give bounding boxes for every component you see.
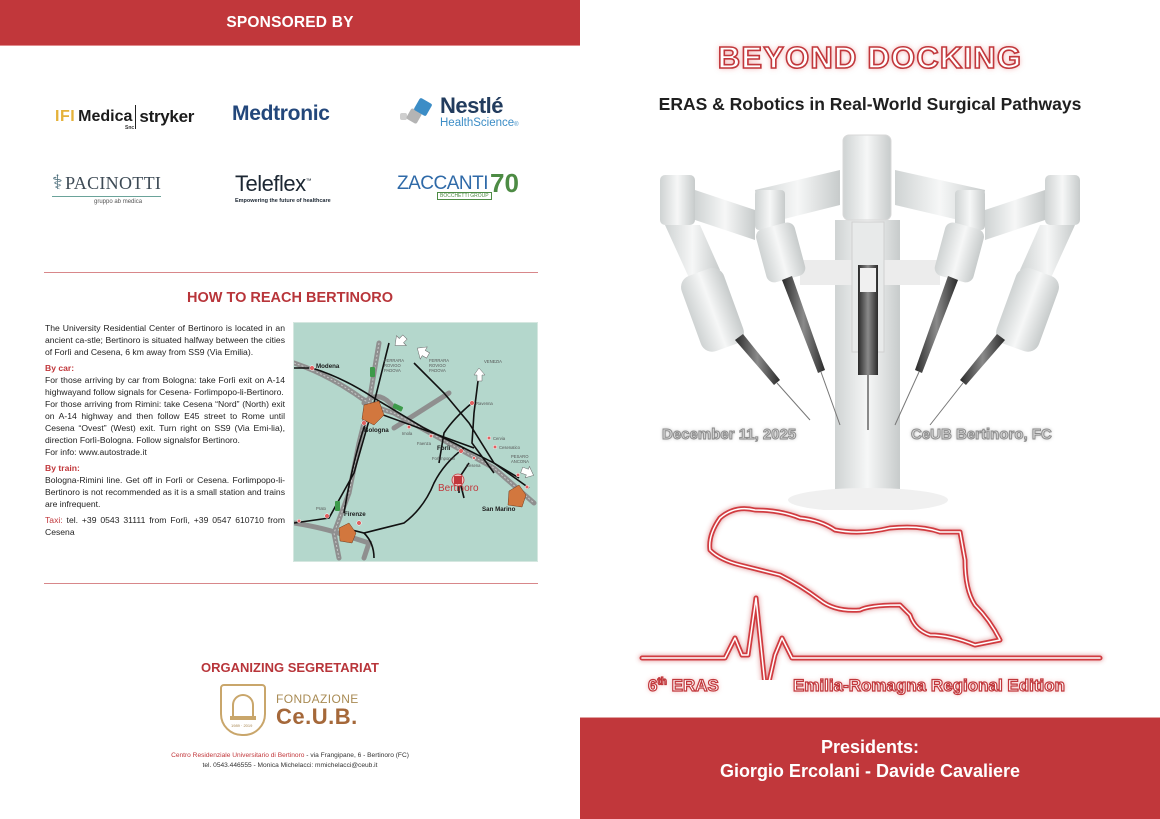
caduceus-icon: ⚕: [52, 172, 64, 194]
sponsor-header-label: SPONSORED BY: [226, 13, 354, 31]
by-car-info-link: For info: www.autostrade.it: [45, 447, 147, 458]
directions-text: [45, 322, 285, 542]
logo-separator: [135, 105, 136, 129]
organizer-address: [0, 751, 580, 770]
map-label-ferrara-1: FERRARA ROVIGO PADOVA: [384, 358, 404, 373]
map-label-cesenatico: Cesenatico: [499, 445, 520, 450]
logo-teleflex: [235, 171, 331, 204]
by-car-bologna: For those arriving by car from Bologna: take Forlì exit on A-14 highwayand follow signals for Cesena- Forlimpopo-li-Bertinoro.: [45, 374, 285, 397]
map-city-firenze: Firenze: [344, 511, 366, 518]
by-train-text: Bologna-Rimini line. Get off in Forlì or Cesena. Forlimpopo-li-Bertinoro is not recommended as it is a small station and trains are infrequent.: [45, 475, 285, 510]
map-bertinoro-label: Bertinoro: [438, 483, 479, 494]
teleflex-text: Teleflex: [235, 171, 306, 196]
organizer-name: Centro Residenziale Universitario di Bertinoro: [171, 752, 305, 759]
right-panel: [580, 0, 1160, 819]
ceub-text: Ce.U.B.: [276, 704, 358, 729]
event-date: December 11, 2025: [662, 426, 797, 443]
map-label-imola: Imola: [402, 431, 413, 436]
edition-number: [648, 676, 719, 696]
presidents-names: Giorgio Ercolani - Davide Cavaliere: [719, 761, 1021, 781]
by-car-heading: By car:: [45, 362, 75, 373]
medica-text: Medica: [78, 108, 133, 125]
zaccanti-text: ZACCANTI: [397, 172, 488, 194]
nestle-hex-icon: [398, 98, 440, 126]
edition-sup: th: [657, 676, 667, 688]
logo-pacinotti: [52, 170, 161, 205]
divider-top: [44, 272, 538, 273]
ifi-text: IFI: [55, 108, 76, 125]
logo-ifi-stryker: [55, 105, 194, 129]
ceub-shield-icon: [220, 684, 266, 736]
organizing-secretariat-title: ORGANIZING SEGRETARIAT: [201, 660, 379, 675]
logo-zaccanti: [397, 168, 519, 199]
zaccanti-70-badge: 70: [490, 168, 519, 198]
by-train-heading: By train:: [45, 463, 80, 474]
organizer-contact: tel. 0543.446555 - Monica Michelacci: mmichelacci@ceub.it: [202, 761, 378, 769]
shield-years: 1989 · 2019: [231, 723, 253, 728]
trademark: ™: [305, 178, 312, 185]
route-map: [293, 322, 538, 562]
snc-text: Snc: [125, 125, 135, 131]
map-label-forlimpopoli: Forlimpopoli: [432, 456, 455, 461]
pacinotti-text: PACINOTTI: [65, 173, 162, 193]
edition-eras: ERAS: [666, 676, 719, 695]
map-city-san-marino: San Marino: [482, 506, 516, 513]
fondazione-text: FONDAZIONE: [276, 692, 359, 706]
logo-nestle: [398, 95, 519, 130]
sponsor-logos: [40, 85, 540, 220]
intro-paragraph: The University Residential Center of Bertinoro is located in an ancient ca-stle; Bertinoro is situated halfway between the cities of Forlì and Cesena, 6 km away from SS9 (Via Emilia).: [45, 323, 285, 358]
map-label-ferrara-2: FERRARA ROVIGO PADOVA: [429, 358, 449, 373]
map-label-pesaro: PESARO ANCONA: [511, 454, 529, 464]
map-label-prato: Prato: [316, 506, 327, 511]
event-title: BEYOND DOCKING: [717, 40, 1023, 75]
map-label-cervia: Cervia: [493, 436, 506, 441]
organizer-street: - via Frangipane, 6 - Bertinoro (FC): [304, 752, 409, 759]
map-label-venezia: VENEZIA: [484, 359, 502, 364]
logo-medtronic: [232, 102, 330, 126]
map-city-forli: Forlì: [437, 445, 451, 452]
presidents-banner: [580, 717, 1160, 819]
edition-region: Emilia-Romagna Regional Edition: [793, 676, 1066, 695]
edition-num: 6: [648, 676, 658, 695]
surgical-robot-image: [640, 130, 1100, 510]
taxi-label: Taxi:: [45, 514, 63, 525]
pacinotti-group-text: gruppo ab medica: [94, 199, 143, 205]
ceub-logo: [220, 684, 359, 736]
divider-bottom: [44, 583, 538, 584]
stryker-text: stryker: [139, 107, 195, 126]
presidents-label: Presidents:: [820, 737, 920, 757]
nestle-text: Nestlé: [440, 93, 504, 118]
registered-mark: ®: [514, 122, 519, 128]
sponsor-header: [0, 0, 580, 46]
zaccanti-group-text: BOCCHETTI GROUP: [437, 192, 492, 200]
region-heartbeat-graphic: [630, 490, 1110, 680]
map-city-modena: Modena: [316, 363, 340, 370]
taxi-text: tel. +39 0543 31111 from Forlì, +39 0547 610710 from Cesena: [45, 514, 285, 537]
map-label-cesena: Cesena: [466, 463, 481, 468]
how-to-reach-title: HOW TO REACH BERTINORO: [187, 290, 393, 306]
by-car-rimini: For those arriving from Rimini: take Cesena “Nord” (North) exit on A-14 highway and then follow E45 street to Rome until Cesena “Ovest” (West) exit. Turn right on SS9 (Via Emi-lia), direction Forlì-Bologna. Follow signalsfor Bertinoro.: [45, 399, 285, 446]
map-label-faenza: Faenza: [417, 441, 431, 446]
teleflex-tagline: Empowering the future of healthcare: [235, 198, 331, 204]
map-label-ravenna: Ravenna: [476, 401, 493, 406]
healthscience-text: HealthScience: [440, 117, 515, 129]
map-city-bologna: Bologna: [364, 427, 389, 434]
event-location: CeUB Bertinoro, FC: [911, 426, 1052, 443]
event-subtitle: ERAS & Robotics in Real-World Surgical Pathways: [658, 94, 1082, 114]
medtronic-text: Medtronic: [232, 102, 330, 125]
